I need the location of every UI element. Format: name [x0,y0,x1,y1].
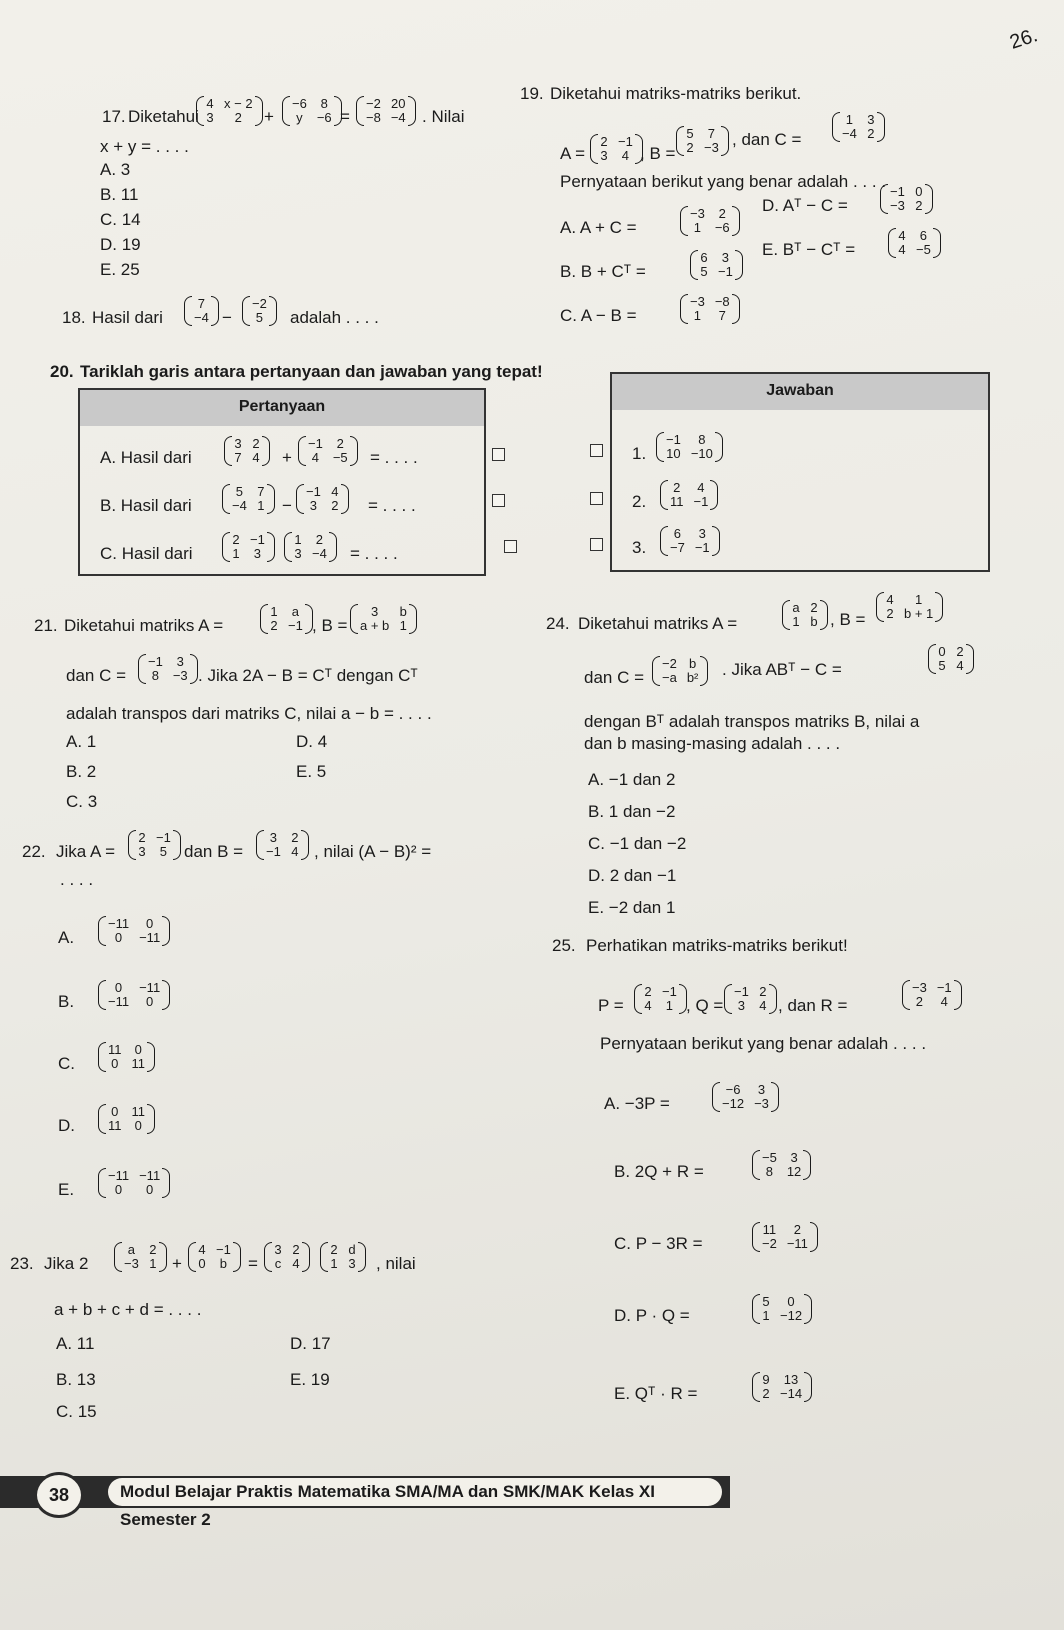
q18-vector-1: 7 −4 [184,296,219,326]
q20-answer-2-label: 2. [632,492,647,511]
q25-option-a-matrix: −6 3 −12 −3 [712,1082,779,1112]
q22-option-e-matrix: −11 −11 0 0 [98,1168,170,1198]
q18-number: 18. [62,308,86,327]
q24-option-d: D. 2 dan −1 [588,866,677,885]
q19-ask: Pernyataan berikut yang benar adalah . . . . [560,172,887,191]
q18-minus: − [222,308,232,327]
q24-line3: dengan Bᵀ adalah transpos matriks B, nilai a [584,712,920,731]
q21-option-a: A. 1 [66,732,97,751]
q21-number: 21. [34,616,58,635]
q21-option-c: C. 3 [66,792,98,811]
q24-matrix-b: 4 1 2 b + 1 [876,592,943,622]
q24-b-label: , B = [830,610,866,629]
q17-option-b: B. 11 [100,185,139,204]
q25-q-label: , Q = [686,996,724,1015]
q25-option-e-matrix: 9 13 2 −14 [752,1372,812,1402]
q20-stem: Tariklah garis antara pertanyaan dan jawaban yang tepat! [80,362,543,381]
book-title: Modul Belajar Praktis Matematika SMA/MA dan SMK/MAK Kelas XI Semester 2 [108,1478,722,1506]
q20-row-c-checkbox[interactable] [504,540,517,553]
q19-number: 19. [520,84,544,103]
q19-matrix-c: 1 3 −4 2 [832,112,885,142]
q20-row-b-label: B. Hasil dari [100,496,192,515]
q24-option-a: A. −1 dan 2 [588,770,676,789]
q25-option-a-label: A. −3P = [604,1094,670,1113]
q24-line2-mid: . Jika ABᵀ − C = [722,660,842,679]
q24-line4: dan b masing-masing adalah . . . . [584,734,841,753]
q17-option-a: A. 3 [100,160,131,179]
q22-option-c-matrix: 11 0 0 11 [98,1042,155,1072]
q23-tail: , nilai [376,1254,416,1273]
q23-matrix-2: 4 −1 0 b [188,1242,241,1272]
q19-option-e-label: E. Bᵀ − Cᵀ = [762,240,856,259]
q22-option-c-label: C. [58,1054,75,1073]
q17-number: 17. [102,107,126,126]
q25-option-d-matrix: 5 0 1 −12 [752,1294,812,1324]
q17-option-d: D. 19 [100,235,141,254]
q17-ask: x + y = . . . . [100,137,189,156]
q21-line2-post: . Jika 2A − B = Cᵀ dengan Cᵀ [198,666,418,685]
q19-option-d-matrix: −1 0 −3 2 [880,184,933,214]
q19-b-label: , B = [640,144,676,163]
q25-option-b-matrix: −5 3 8 12 [752,1150,811,1180]
q19-option-c-label: C. A − B = [560,306,637,325]
q21-stem: Diketahui matriks A = [64,616,224,635]
q21-matrix-c: −1 3 8 −3 [138,654,198,684]
q20-answer-2-checkbox[interactable] [590,492,603,505]
q18-tail: adalah . . . . [290,308,379,327]
q19-option-d-label: D. Aᵀ − C = [762,196,848,215]
q25-matrix-q: −1 2 3 4 [724,984,777,1014]
q22-option-b-label: B. [58,992,75,1011]
q17-matrix-1: 4 x − 2 3 2 [196,96,263,126]
q25-number: 25. [552,936,576,955]
q20-row-a-op: + [282,448,292,467]
q18-stem: Hasil dari [92,308,163,327]
q20-row-b-dots: = . . . . [368,496,416,515]
q17-stem: Diketahui [128,107,199,126]
q25-option-b-label: B. 2Q + R = [614,1162,704,1181]
q21-option-d: D. 4 [296,732,328,751]
q20-answer-3-label: 3. [632,538,647,557]
q20-row-c-matrix-2: 1 2 3 −4 [284,532,337,562]
q20-row-b-matrix-1: 5 7 −4 1 [222,484,275,514]
q22-option-d-matrix: 0 11 11 0 [98,1104,155,1134]
q19-a-label: A = [560,144,586,163]
q21-line2-pre: dan C = [66,666,127,685]
q17-option-e: E. 25 [100,260,140,279]
q25-matrix-p: 2 −1 4 1 [634,984,687,1014]
q20-row-c-dots: = . . . . [350,544,398,563]
q22-dots: . . . . [60,870,94,889]
q20-row-b-matrix-2: −1 4 3 2 [296,484,349,514]
q22-matrix-a: 2 −1 3 5 [128,830,181,860]
q23-option-c: C. 15 [56,1402,97,1421]
q25-option-e-label: E. Qᵀ · R = [614,1384,698,1403]
q17-nilai: . Nilai [422,107,465,126]
q20-answer-1-checkbox[interactable] [590,444,603,457]
q23-matrix-1: a 2 −3 1 [114,1242,167,1272]
q19-c-label: , dan C = [732,130,802,149]
corner-number: 26. [1007,24,1041,54]
q20-row-c-matrix-1: 2 −1 1 3 [222,532,275,562]
q24-matrix-result: 0 2 5 4 [928,644,974,674]
q23-option-d: D. 17 [290,1334,331,1353]
q22-tail: , nilai (A − B)² = [314,842,432,861]
q19-matrix-a: 2 −1 3 4 [590,134,643,164]
q22-option-a-matrix: −11 0 0 −11 [98,916,170,946]
q24-option-c: C. −1 dan −2 [588,834,687,853]
q25-r-label: , dan R = [778,996,848,1015]
q20-number: 20. [50,362,74,381]
q19-option-e-matrix: 4 6 4 −5 [888,228,941,258]
q24-line2-pre: dan C = [584,668,645,687]
q23-stem: Jika 2 [44,1254,89,1273]
q22-option-d-label: D. [58,1116,75,1135]
q19-option-a-matrix: −3 2 1 −6 [680,206,740,236]
q19-option-c-matrix: −3 −8 1 7 [680,294,740,324]
q22-matrix-b: 3 2 −1 4 [256,830,309,860]
q20-row-a-matrix-1: 3 2 7 4 [224,436,270,466]
q20-row-b-op: − [282,496,292,515]
q20-answer-2-matrix: 2 4 11 −1 [660,480,718,510]
q25-ask: Pernyataan berikut yang benar adalah . . . . [600,1034,927,1053]
q17-matrix-2: −6 8 y −6 [282,96,342,126]
q24-option-e: E. −2 dan 1 [588,898,676,917]
q23-option-e: E. 19 [290,1370,330,1389]
q19-option-b-matrix: 6 3 5 −1 [690,250,743,280]
q24-option-b: B. 1 dan −2 [588,802,676,821]
q17-option-c: C. 14 [100,210,141,229]
q23-number: 23. [10,1254,34,1273]
q20-row-a-label: A. Hasil dari [100,448,192,467]
q21-matrix-a: 1 a 2 −1 [260,604,313,634]
q23-matrix-4: 2 d 1 3 [320,1242,366,1272]
q22-stem: Jika A = [56,842,116,861]
q21-b-label: , B = [312,616,348,635]
q21-matrix-b: 3 b a + b 1 [350,604,417,634]
q17-plus: + [264,107,274,126]
q22-b-label: dan B = [184,842,244,861]
q22-option-e-label: E. [58,1180,75,1199]
q25-option-d-label: D. P · Q = [614,1306,690,1325]
q23-plus: + [172,1254,182,1273]
q17-matrix-3: −2 20 −8 −4 [356,96,416,126]
q24-stem: Diketahui matriks A = [578,614,738,633]
q20-row-a-checkbox[interactable] [492,448,505,461]
q25-matrix-r: −3 −1 2 4 [902,980,962,1010]
q19-option-b-label: B. B + Cᵀ = [560,262,646,281]
q24-number: 24. [546,614,570,633]
q20-row-b-checkbox[interactable] [492,494,505,507]
q18-vector-2: −2 5 [242,296,277,326]
q20-answer-header: Jawaban [610,372,990,410]
q25-option-c-matrix: 11 2 −2 −11 [752,1222,818,1252]
q20-question-header: Pertanyaan [78,388,486,426]
q22-number: 22. [22,842,46,861]
q20-row-c-label: C. Hasil dari [100,544,193,563]
q24-matrix-a: a 2 1 b [782,600,828,630]
q19-option-a-label: A. A + C = [560,218,637,237]
q25-stem: Perhatikan matriks-matriks berikut! [586,936,848,955]
q19-matrix-b: 5 7 2 −3 [676,126,729,156]
q23-option-b: B. 13 [56,1370,96,1389]
page-number-badge: 38 [34,1472,84,1518]
q21-option-b: B. 2 [66,762,97,781]
q17-equals: = [340,107,350,126]
q23-option-a: A. 11 [56,1334,95,1353]
q19-stem: Diketahui matriks-matriks berikut. [550,84,802,103]
q20-answer-1-matrix: −1 8 10 −10 [656,432,723,462]
q23-ask: a + b + c + d = . . . . [54,1300,202,1319]
q20-answer-3-checkbox[interactable] [590,538,603,551]
q25-option-c-label: C. P − 3R = [614,1234,703,1253]
q25-p-label: P = [598,996,624,1015]
q20-answer-3-matrix: 6 3 −7 −1 [660,526,720,556]
q20-answer-1-label: 1. [632,444,647,463]
q23-equals: = [248,1254,258,1273]
q20-row-a-dots: = . . . . [370,448,418,467]
q21-line3: adalah transpos dari matriks C, nilai a − b = . . . . [66,704,432,723]
q23-matrix-3: 3 2 c 4 [264,1242,310,1272]
q21-option-e: E. 5 [296,762,327,781]
q22-option-b-matrix: 0 −11 −11 0 [98,980,170,1010]
q24-matrix-c: −2 b −a b² [652,656,708,686]
q20-row-a-matrix-2: −1 2 4 −5 [298,436,358,466]
q22-option-a-label: A. [58,928,75,947]
